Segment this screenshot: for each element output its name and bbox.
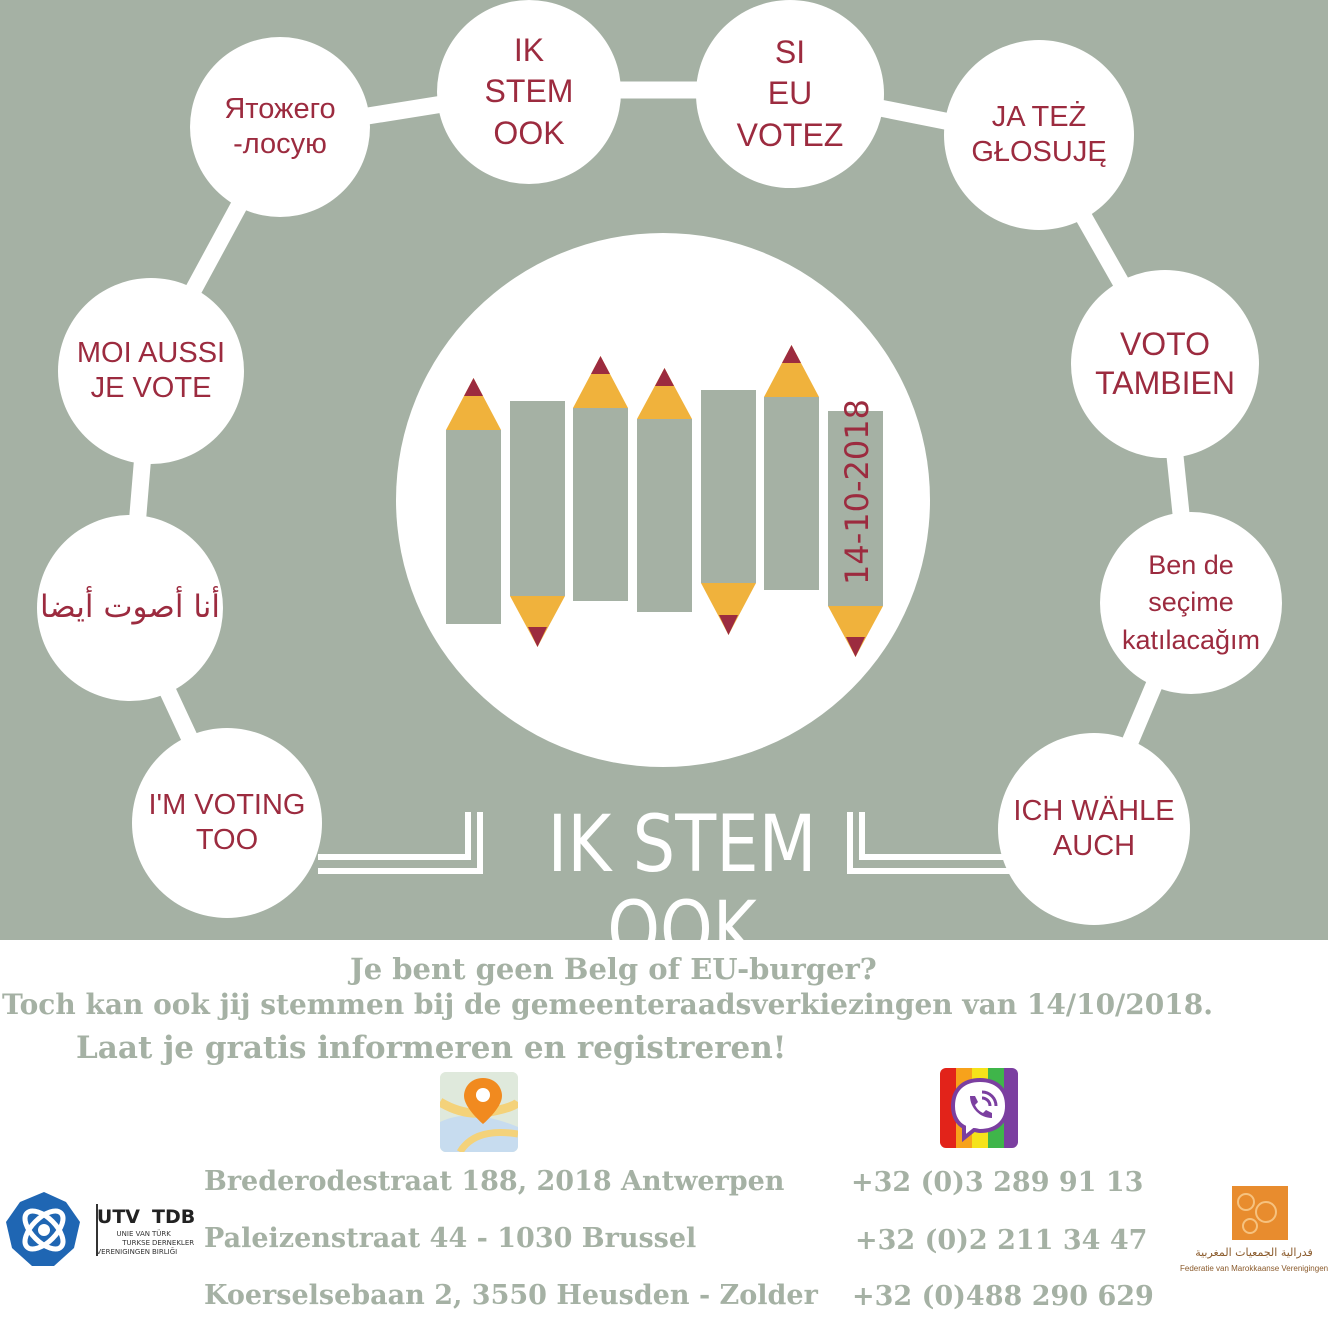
info-call-to-action: Laat je gratis informeren en registreren! bbox=[76, 1030, 787, 1066]
bubble-french: MOI AUSSI JE VOTE bbox=[58, 278, 244, 464]
election-date: 14-10-2018 bbox=[838, 399, 876, 585]
bubble-polish: JA TEŻ GŁOSUJĘ bbox=[944, 40, 1134, 230]
pencil-3 bbox=[573, 356, 628, 601]
tdb-full-name: TÜRK DERNEKLER BIRLIĞI bbox=[152, 1230, 195, 1256]
utv-full-name: UNIE VAN TURKSE VERENIGINGEN bbox=[96, 1230, 150, 1256]
fmv-full-name: Federatie van Marokkaanse Verenigingen bbox=[1180, 1264, 1328, 1273]
pencil-1 bbox=[446, 378, 501, 624]
contact-address-brussel: Paleizenstraat 44 - 1030 Brussel bbox=[204, 1223, 697, 1254]
bubble-german: ICH WÄHLE AUCH bbox=[998, 733, 1190, 925]
contact-phone-antwerpen[interactable]: +32 (0)3 289 91 13 bbox=[851, 1167, 1144, 1198]
contact-phone-brussel[interactable]: +32 (0)2 211 34 47 bbox=[855, 1225, 1148, 1256]
fmv-emblem-icon bbox=[1230, 1184, 1290, 1242]
pencil-7 bbox=[828, 399, 883, 657]
bubble-russian: Ятожего -лосую bbox=[190, 37, 370, 217]
fmv-logo bbox=[1180, 1184, 1328, 1284]
pencil-5 bbox=[701, 390, 756, 635]
contact-address-heusden: Koerselsebaan 2, 3550 Heusden - Zolder bbox=[204, 1280, 818, 1311]
bubble-english: I'M VOTING TOO bbox=[132, 728, 322, 918]
utv-tdb-logo bbox=[4, 1190, 200, 1270]
contact-phone-heusden[interactable]: +32 (0)488 290 629 bbox=[852, 1281, 1154, 1312]
pencil-4 bbox=[637, 368, 692, 612]
contact-address-antwerpen: Brederodestraat 188, 2018 Antwerpen bbox=[204, 1166, 785, 1197]
info-body: Toch kan ook jij stemmen bij de gemeenteraadsverkiezingen van 14/10/2018. bbox=[2, 988, 1213, 1021]
map-location-icon[interactable] bbox=[440, 1072, 518, 1152]
bubble-spanish: VOTO TAMBIEN bbox=[1071, 270, 1259, 458]
bubble-romanian: SI EU VOTEZ bbox=[696, 0, 884, 188]
brand-title: IK STEM OOK bbox=[547, 800, 817, 976]
tdb-abbr: TDB bbox=[152, 1206, 196, 1228]
utv-emblem-icon bbox=[4, 1190, 84, 1270]
phone-app-icon[interactable] bbox=[940, 1068, 1018, 1148]
bubble-arabic: أنا أصوت أيضا bbox=[37, 515, 223, 701]
pencil-illustration bbox=[396, 233, 930, 767]
pencil-2 bbox=[510, 401, 565, 647]
bubble-dutch: IK STEM OOK bbox=[437, 0, 621, 184]
pencil-6 bbox=[764, 345, 819, 590]
bubble-turkish: Ben de seçime katılacağım bbox=[1100, 512, 1282, 694]
info-headline: Je bent geen Belg of EU-burger? bbox=[350, 952, 877, 986]
fmv-arabic-name: فدرالية الجمعيات المغربية bbox=[1195, 1246, 1313, 1259]
utv-abbr: UTV bbox=[96, 1206, 140, 1228]
